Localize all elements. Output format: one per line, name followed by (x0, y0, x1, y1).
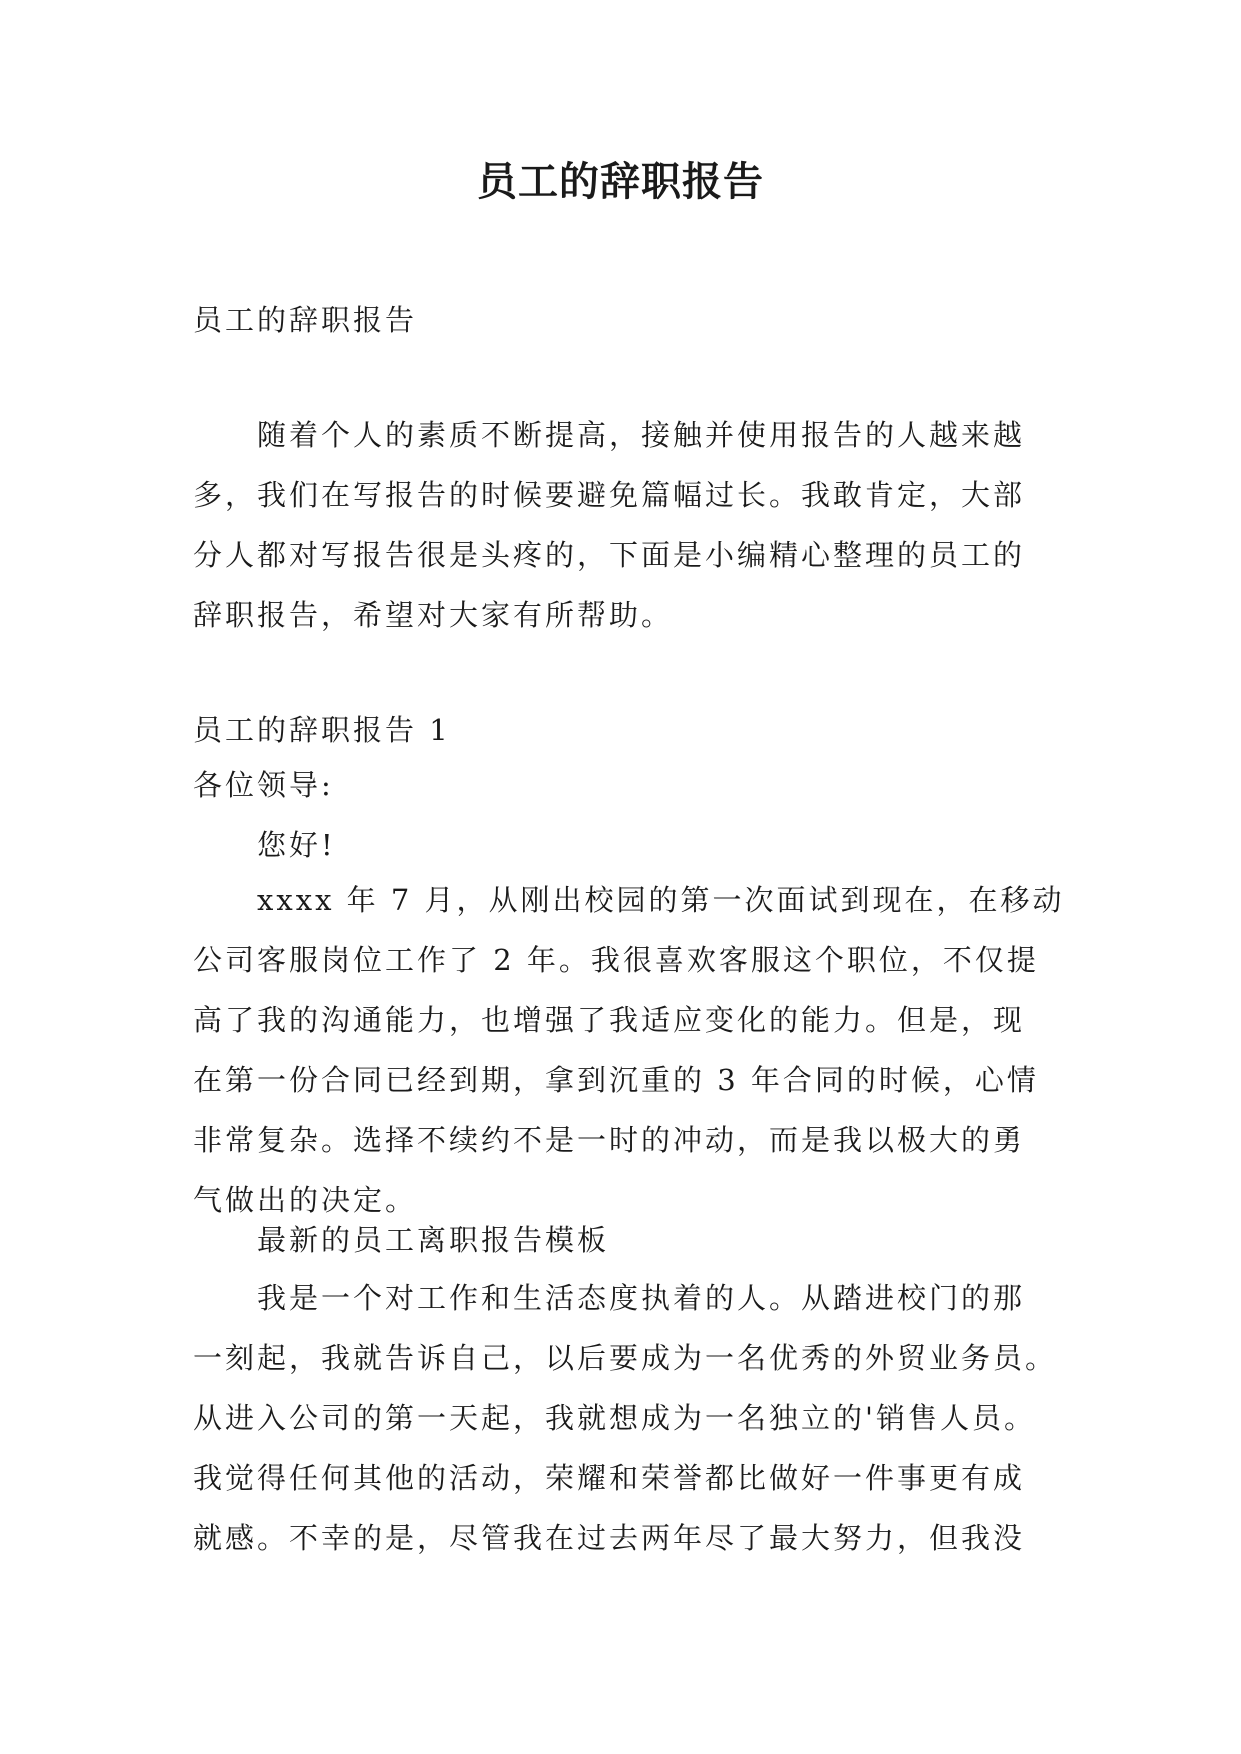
paragraph-line: 高了我的沟通能力，也增强了我适应变化的能力。但是，现 (193, 1003, 1026, 1037)
paragraph-line: 就感。不幸的是，尽管我在过去两年尽了最大努力，但我没 (193, 1521, 1026, 1555)
document-subtitle: 员工的辞职报告 (193, 303, 418, 337)
greeting: 您好! (257, 828, 336, 862)
intro-line: 多，我们在写报告的时候要避免篇幅过长。我敢肯定，大部 (193, 478, 1026, 512)
subheading: 最新的员工离职报告模板 (257, 1223, 610, 1257)
paragraph-line: 公司客服岗位工作了 2 年。我很喜欢客服这个职位，不仅提 (193, 943, 1039, 977)
intro-paragraph (193, 405, 1073, 645)
intro-line: 随着个人的素质不断提高，接触并使用报告的人越来越 (257, 418, 1026, 452)
body-paragraph-2 (193, 1268, 1073, 1568)
paragraph-line: 从进入公司的第一天起，我就想成为一名独立的'销售人员。 (193, 1401, 1036, 1435)
paragraph-line: xxxx 年 7 月，从刚出校园的第一次面试到现在，在移动 (257, 883, 1065, 917)
paragraph-line: 我觉得任何其他的活动，荣耀和荣誉都比做好一件事更有成 (193, 1461, 1026, 1495)
salutation: 各位领导: (193, 768, 334, 802)
intro-line: 分人都对写报告很是头疼的，下面是小编精心整理的员工的 (193, 538, 1026, 572)
paragraph-line: 气做出的决定。 (193, 1183, 418, 1217)
paragraph-line: 非常复杂。选择不续约不是一时的冲动，而是我以极大的勇 (193, 1123, 1026, 1157)
paragraph-line: 在第一份合同已经到期，拿到沉重的 3 年合同的时候，心情 (193, 1063, 1039, 1097)
intro-line: 辞职报告，希望对大家有所帮助。 (193, 598, 674, 632)
body-paragraph-1 (193, 870, 1073, 1230)
paragraph-line: 一刻起，我就告诉自己，以后要成为一名优秀的外贸业务员。 (193, 1341, 1058, 1375)
section-heading: 员工的辞职报告 1 (193, 713, 451, 747)
paragraph-line: 我是一个对工作和生活态度执着的人。从踏进校门的那 (257, 1281, 1026, 1315)
page-title: 员工的辞职报告 (477, 159, 764, 205)
